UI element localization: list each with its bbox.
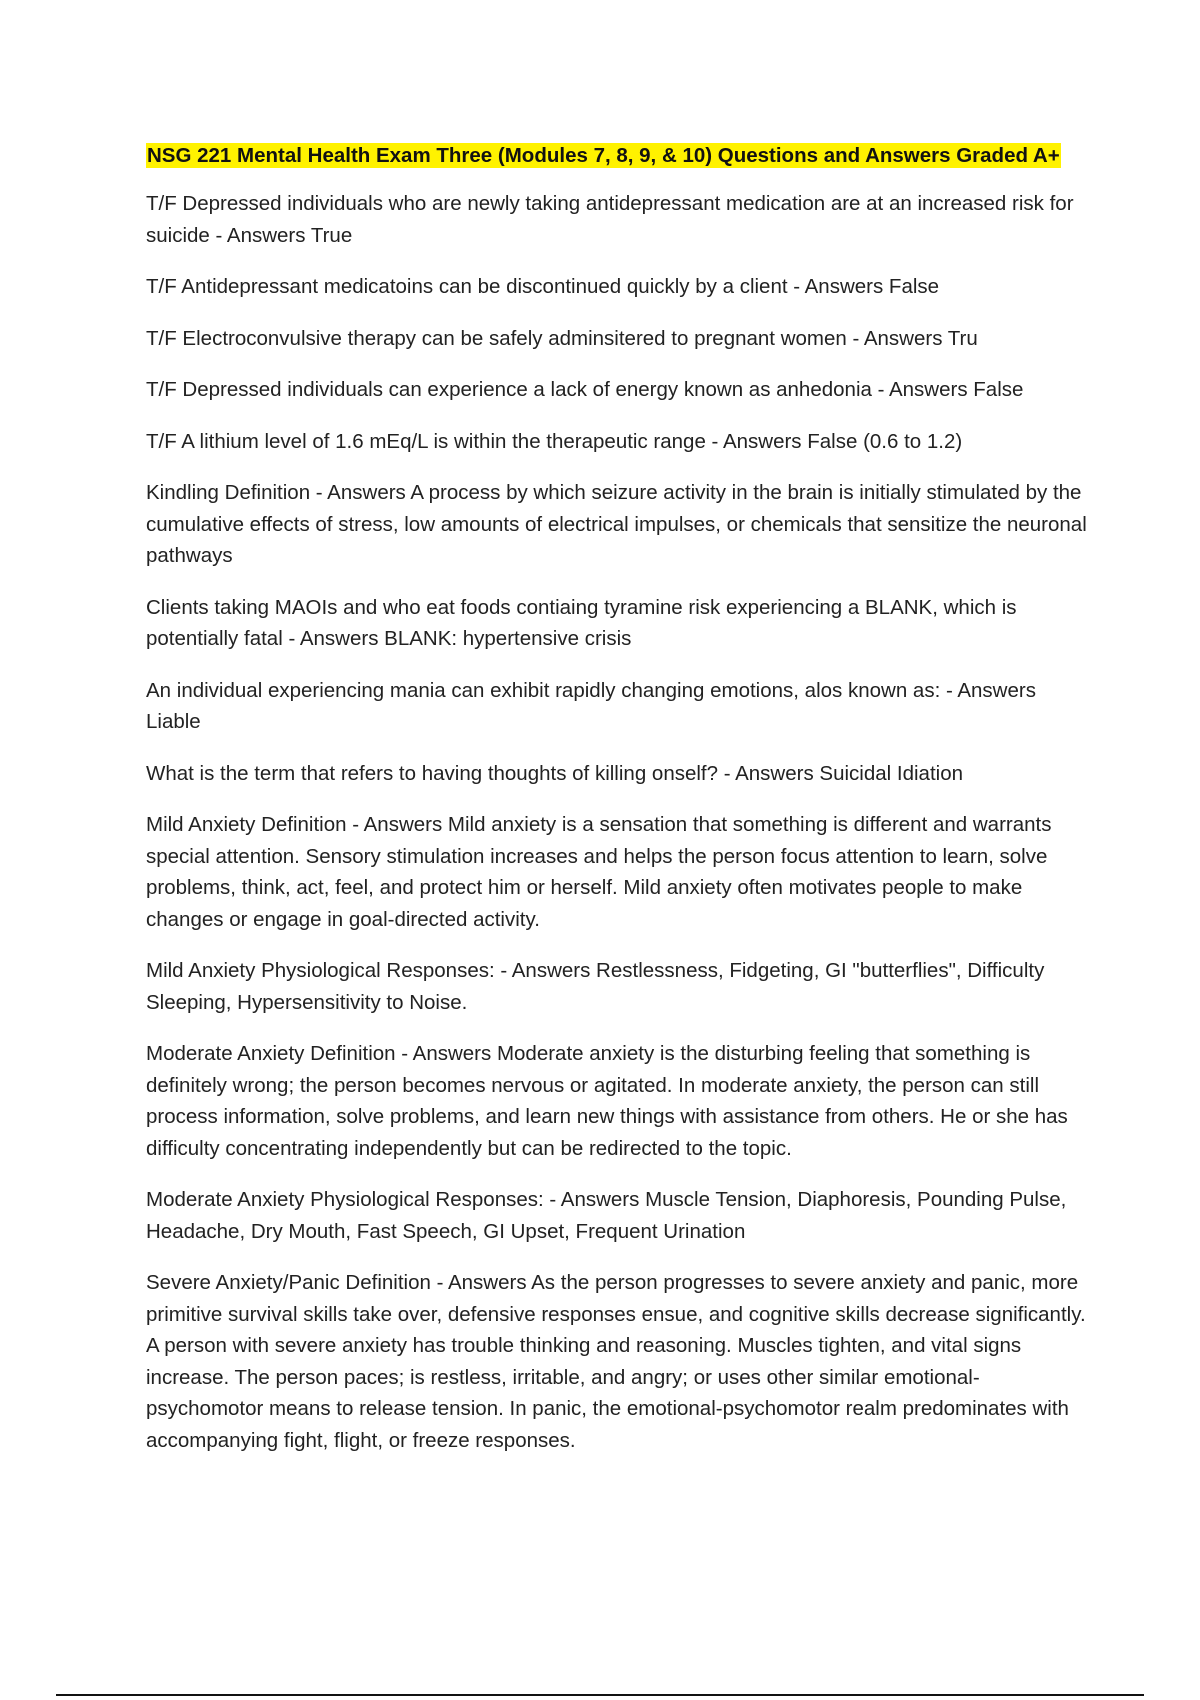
qa-item: T/F Antidepressant medicatoins can be discontinued quickly by a client - Answers False — [146, 275, 940, 298]
qa-item: Moderate Anxiety Definition - Answers Moderate anxiety is the disturbing feeling that something is definitely wrong; the person becomes nervous or agitated. In moderate anxiety, the person can still process information, solve problems, and learn new things with assistance from others. He or she has difficulty concentrating independently but can be redirected to the topic. — [146, 1042, 1068, 1160]
qa-item: Clients taking MAOIs and who eat foods contiaing tyramine risk experiencing a BLANK, which is potentially fatal - Answers BLANK: hypertensive crisis — [146, 595, 1017, 650]
document-page — [146, 142, 1096, 1476]
qa-item: Moderate Anxiety Physiological Responses: - Answers Muscle Tension, Diaphoresis, Pounding Pulse, Headache, Dry Mouth, Fast Speech, GI Upset, Frequent Urination — [146, 1188, 1067, 1243]
qa-item: What is the term that refers to having thoughts of killing onself? - Answers Suicidal Idiation — [146, 761, 963, 785]
qa-item: T/F Depressed individuals can experience a lack of energy known as anhedonia - Answers False — [146, 378, 1024, 401]
qa-item: Severe Anxiety/Panic Definition - Answers As the person progresses to severe anxiety and panic, more primitive survival skills take over, defensive responses ensue, and cognitive skills decrease significantly. A person with severe anxiety has trouble thinking and reasoning. Muscles tighten, and vital signs increase. The person paces; is restless, irritable, and angry; or uses other similar emotional-psychomotor means to release tension. In panic, the emotional-psychomotor realm predominates with accompanying fight, flight, or freeze responses. — [146, 1271, 1086, 1452]
qa-item: T/F Depressed individuals who are newly taking antidepressant medication are at an increased risk for suicide - Answers True — [146, 192, 1074, 247]
qa-item: Mild Anxiety Physiological Responses: - Answers Restlessness, Fidgeting, GI "butterflies", Difficulty Sleeping, Hypersensitivity to Noise. — [146, 959, 1045, 1014]
document-title — [146, 142, 1096, 170]
qa-item: Kindling Definition - Answers A process by which seizure activity in the brain is initially stimulated by the cumulative effects of stress, low amounts of electrical impulses, or chemicals that sensitize the neuronal pathways — [146, 481, 1087, 567]
qa-item: T/F Electroconvulsive therapy can be safely adminsitered to pregnant women - Answers Tru — [146, 326, 978, 350]
title-highlight: NSG 221 Mental Health Exam Three (Modules 7, 8, 9, & 10) Questions and Answers Graded A+ — [147, 144, 1060, 167]
page-bottom-rule — [56, 1694, 1144, 1696]
qa-item: T/F A lithium level of 1.6 mEq/L is within the therapeutic range - Answers False (0.6 to 1.2) — [146, 429, 963, 453]
qa-item: An individual experiencing mania can exhibit rapidly changing emotions, alos known as: - Answers Liable — [146, 678, 1036, 733]
qa-item: Mild Anxiety Definition - Answers Mild anxiety is a sensation that something is different and warrants special attention. Sensory stimulation increases and helps the person focus attention to learn, solve problems, think, act, feel, and protect him or herself. Mild anxiety often motivates people to make changes or engage in goal-directed activity. — [146, 813, 1052, 931]
